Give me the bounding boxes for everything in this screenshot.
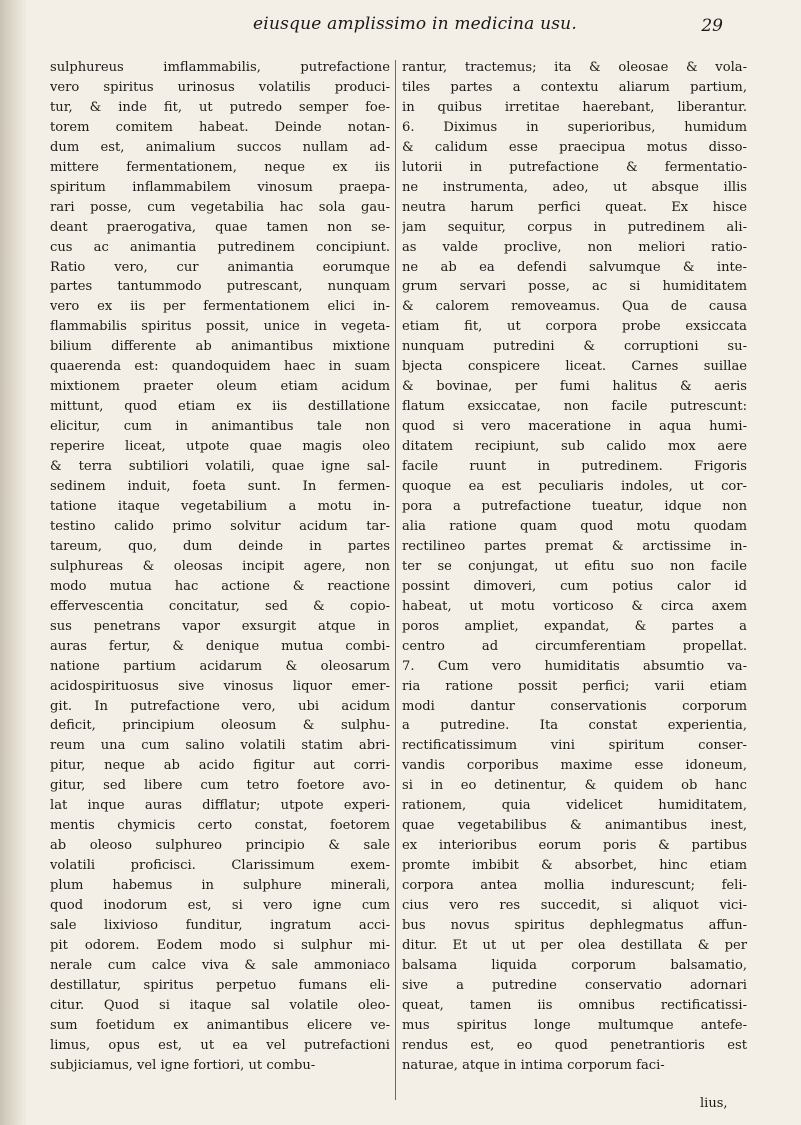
- text-line: ne ab ea defendi salvumque & inte-: [402, 259, 747, 275]
- text-line: plum habemus in sulphure minerali,: [50, 878, 390, 894]
- text-line: si in eo detinentur, & quidem ob hanc: [402, 778, 747, 794]
- text-line: sus penetrans vapor exsurgit atque in: [50, 618, 390, 634]
- text-line: git. In putrefactione vero, ubi acidum: [50, 698, 390, 714]
- running-header: eiusque amplissimo in medicina usu.: [253, 14, 577, 34]
- text-line: sulphureus imflammabilis, putrefactione: [50, 60, 390, 75]
- text-line: rari posse, cum vegetabilia hac sola gau-: [50, 199, 390, 215]
- text-line: natione partium acidarum & oleosarum: [50, 658, 390, 674]
- text-line: sum foetidum ex animantibus elicere ve-: [50, 1017, 390, 1033]
- text-line: grum servari posse, ac si humiditatem: [402, 279, 747, 295]
- text-line: a putredine. Ita constat experientia,: [402, 718, 747, 734]
- text-line: ne instrumenta, adeo, ut absque illis: [402, 179, 747, 195]
- text-line: effervescentia concitatur, sed & copio-: [50, 598, 390, 614]
- text-line: rendus est, eo quod penetrantioris est: [402, 1037, 747, 1053]
- text-line: sedinem induit, foeta sunt. In fermen-: [50, 479, 390, 495]
- text-line: possint dimoveri, cum potius calor id: [402, 578, 747, 594]
- text-line: & terra subtiliori volatili, quae igne sal-: [50, 459, 390, 475]
- text-line: dum est, animalium succos nullam ad-: [50, 139, 390, 155]
- text-line: in quibus irretitae haerebant, liberantur.: [402, 99, 747, 115]
- text-line: modi dantur conservationis corporum: [402, 698, 747, 714]
- text-line: naturae, atque in intima corporum faci-: [402, 1057, 665, 1073]
- text-line: corpora antea mollia indurescunt; feli-: [402, 878, 747, 894]
- text-line: neutra harum perfici queat. Ex hisce: [402, 199, 747, 215]
- text-line: reperire liceat, utpote quae magis oleo: [50, 439, 390, 455]
- text-line: citur. Quod si itaque sal volatile oleo-: [50, 997, 390, 1013]
- text-line: queat, tamen iis omnibus rectificatissi-: [402, 997, 747, 1013]
- text-line: rationem, quia videlicet humiditatem,: [402, 798, 747, 814]
- text-line: tiles partes a contextu aliarum partium,: [402, 79, 747, 95]
- text-line: quod inodorum est, si vero igne cum: [50, 898, 390, 914]
- text-line: quaerenda est: quandoquidem haec in suam: [50, 359, 390, 375]
- text-line: auras fertur, & denique mutua combi-: [50, 638, 390, 654]
- text-line: vandis corporibus maxime esse idoneum,: [402, 758, 747, 774]
- left-text-column: [50, 58, 390, 1076]
- text-line: acidospirituosus sive vinosus liquor emer-: [50, 678, 390, 694]
- text-line: tur, & inde fit, ut putredo semper foe-: [50, 99, 390, 115]
- text-line: cius vero res succedit, si aliquot vici-: [402, 898, 747, 914]
- text-line: tatione itaque vegetabilium a motu in-: [50, 498, 390, 514]
- text-line: centro ad circumferentiam propellat.: [402, 638, 747, 654]
- text-line: sale lixivioso funditur, ingratum acci-: [50, 917, 390, 933]
- text-line: sulphureas & oleosas incipit agere, non: [50, 558, 390, 574]
- text-line: promte imbibit & absorbet, hinc etiam: [402, 858, 747, 874]
- text-line: ab oleoso sulphureo principio & sale: [50, 838, 390, 854]
- text-line: poros ampliet, expandat, & partes a: [402, 618, 747, 634]
- text-line: ria ratione possit perfici; varii etiam: [402, 678, 747, 694]
- text-line: spiritum inflammabilem vinosum praepa-: [50, 179, 390, 195]
- text-line: jam sequitur, corpus in putredinem ali-: [402, 219, 747, 235]
- text-line: as valde proclive, non meliori ratio-: [402, 239, 747, 255]
- text-line: modo mutua hac actione & reactione: [50, 578, 390, 594]
- text-line: quae vegetabilibus & animantibus inest,: [402, 818, 747, 834]
- text-line: mittunt, quod etiam ex iis destillatione: [50, 399, 390, 415]
- catchword: lius,: [700, 1096, 728, 1111]
- column-divider: [395, 60, 396, 1100]
- text-line: volatili proficisci. Clarissimum exem-: [50, 858, 390, 874]
- text-line: quoque ea est peculiaris indoles, ut cor-: [402, 479, 747, 495]
- text-line: nerale cum calce viva & sale ammoniaco: [50, 957, 390, 973]
- text-line: bus novus spiritus dephlegmatus affun-: [402, 917, 747, 933]
- text-line: cus ac animantia putredinem concipiunt.: [50, 239, 390, 255]
- text-line: flatum exsiccatae, non facile putrescunt:: [402, 399, 747, 415]
- text-line: rectilineo partes premat & arctissime in-: [402, 538, 747, 554]
- text-line: pitur, neque ab acido figitur aut corri-: [50, 758, 390, 774]
- text-line: vero spiritus urinosus volatilis produci-: [50, 79, 390, 95]
- text-line: balsama liquida corporum balsamatio,: [402, 957, 747, 973]
- text-line: sive a putredine conservatio adornari: [402, 977, 747, 993]
- text-line: bjecta conspicere liceat. Carnes suillae: [402, 359, 747, 375]
- text-line: torem comitem habeat. Deinde notan-: [50, 119, 390, 135]
- text-line: habeat, ut motu vorticoso & circa axem: [402, 598, 747, 614]
- text-line: deant praerogativa, quae tamen non se-: [50, 219, 390, 235]
- text-line: deficit, principium oleosum & sulphu-: [50, 718, 390, 734]
- text-line: destillatur, spiritus perpetuo fumans eli-: [50, 977, 390, 993]
- text-line: quod si vero maceratione in aqua humi-: [402, 419, 747, 435]
- text-line: limus, opus est, ut ea vel putrefactioni: [50, 1037, 390, 1053]
- text-line: 6. Diximus in superioribus, humidum: [402, 119, 747, 135]
- text-line: partes tantummodo putrescant, nunquam: [50, 279, 390, 295]
- text-line: elicitur, cum in animantibus tale non: [50, 419, 390, 435]
- text-line: pit odorem. Eodem modo si sulphur mi-: [50, 937, 390, 953]
- text-line: ter se conjungat, ut efitu suo non facile: [402, 558, 747, 574]
- text-line: & calidum esse praecipua motus disso-: [402, 139, 747, 155]
- text-line: ditur. Et ut ut per olea destillata & per: [402, 937, 747, 953]
- text-line: & calorem removeamus. Qua de causa: [402, 299, 747, 315]
- text-line: facile ruunt in putredinem. Frigoris: [402, 459, 747, 475]
- text-line: vero ex iis per fermentationem elici in-: [50, 299, 390, 315]
- text-line: & bovinae, per fumi halitus & aeris: [402, 379, 747, 395]
- text-line: bilium differente ab animantibus mixtione: [50, 339, 390, 355]
- binding-gutter: [0, 0, 26, 1125]
- text-line: rectificatissimum vini spiritum conser-: [402, 738, 747, 754]
- text-line: mittere fermentationem, neque ex iis: [50, 159, 390, 175]
- text-line: pora a putrefactione tueatur, idque non: [402, 498, 747, 514]
- text-line: etiam fit, ut corpora probe exsiccata: [402, 319, 747, 335]
- text-line: Ratio vero, cur animantia eorumque: [50, 259, 390, 275]
- text-line: testino calido primo solvitur acidum tar-: [50, 518, 390, 534]
- text-line: subjiciamus, vel igne fortiori, ut combu-: [50, 1057, 316, 1073]
- text-line: rantur, tractemus; ita & oleosae & vola-: [402, 60, 747, 75]
- text-line: alia ratione quam quod motu quodam: [402, 518, 747, 534]
- text-line: reum una cum salino volatili statim abri-: [50, 738, 390, 754]
- text-line: gitur, sed libere cum tetro foetore avo-: [50, 778, 390, 794]
- text-line: lat inque auras difflatur; utpote experi-: [50, 798, 390, 814]
- right-text-column: [402, 58, 747, 1076]
- text-line: tareum, quo, dum deinde in partes: [50, 538, 390, 554]
- text-line: flammabilis spiritus possit, unice in vegeta-: [50, 319, 390, 335]
- text-line: nunquam putredini & corruptioni su-: [402, 339, 747, 355]
- page-number: 29: [701, 16, 723, 36]
- text-line: lutorii in putrefactione & fermentatio-: [402, 159, 747, 175]
- text-line: mus spiritus longe multumque antefe-: [402, 1017, 747, 1033]
- text-line: mixtionem praeter oleum etiam acidum: [50, 379, 390, 395]
- text-line: ditatem recipiunt, sub calido mox aere: [402, 439, 747, 455]
- text-line: mentis chymicis certo constat, foetorem: [50, 818, 390, 834]
- text-line: 7. Cum vero humiditatis absumtio va-: [402, 658, 747, 674]
- text-line: ex interioribus eorum poris & partibus: [402, 838, 747, 854]
